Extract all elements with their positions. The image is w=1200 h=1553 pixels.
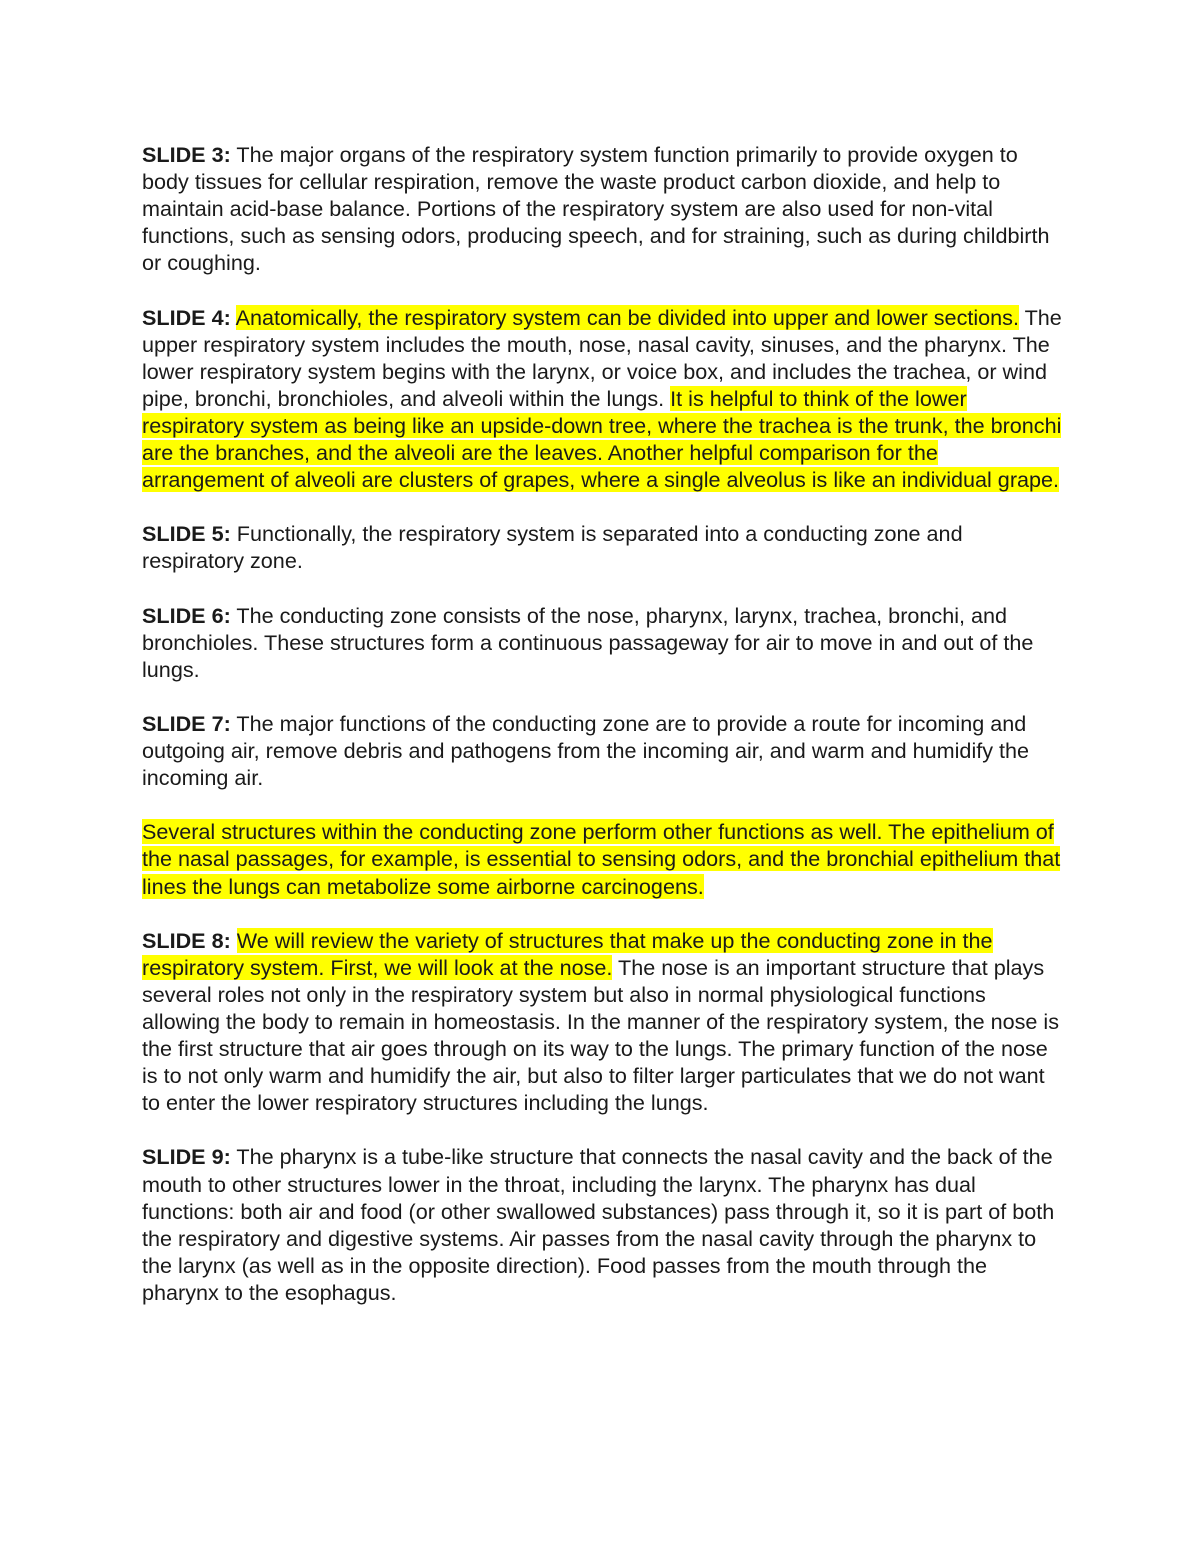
slide-label: SLIDE 4:	[142, 304, 231, 330]
paragraph-text: The upper respiratory system includes the mouth, nose, nasal cavity, sinuses, and the pharynx. The lower respiratory system begins with the larynx, or voice box, and includes the trachea, or wind pipe, bronchi, bronchioles, and alveoli within the lungs.	[142, 304, 1062, 411]
slide-label: SLIDE 5:	[142, 521, 231, 547]
slide-label: SLIDE 9:	[142, 1144, 231, 1170]
slide-label: SLIDE 8:	[142, 927, 231, 953]
document-page	[142, 141, 1062, 1333]
paragraph-text: The conducting zone consists of the nose, pharynx, larynx, trachea, bronchi, and bronchioles. These structures form a continuous passageway for air to move in and out of the lungs.	[142, 602, 1034, 682]
highlighted-text: Several structures within the conducting zone perform other functions as well. The epithelium of the nasal passages, for example, is essential to sensing odors, and the bronchial epithelium that lines the lungs can metabolize some airborne carcinogens.	[142, 819, 1061, 899]
slide-label: SLIDE 7:	[142, 710, 231, 736]
slide-7-paragraph	[142, 710, 1062, 791]
paragraph-text: The pharynx is a tube-like structure that connects the nasal cavity and the back of the mouth to other structures lower in the throat, including the larynx. The pharynx has dual functions: both air and food (or other swallowed substances) pass through it, so it is part of both the respiratory and digestive systems. Air passes from the nasal cavity through the pharynx to the larynx (as well as in the opposite direction). Food passes from the mouth through the pharynx to the esophagus.	[142, 1144, 1055, 1305]
slide-label: SLIDE 3:	[142, 142, 231, 167]
slide-9-paragraph	[142, 1143, 1062, 1306]
paragraph-text: The major organs of the respiratory system function primarily to provide oxygen to body tissues for cellular respiration, remove the waste product carbon dioxide, and help to maintain acid-base balance. Portions of the respiratory system are also used for non-vital functions, such as sensing odors, producing speech, and for straining, such as during childbirth or coughing.	[142, 142, 1050, 276]
paragraph-text: Functionally, the respiratory system is separated into a conducting zone and respiratory zone.	[142, 521, 963, 574]
slide-3-paragraph	[142, 141, 1062, 276]
slide-8-paragraph	[142, 927, 1062, 1117]
paragraph-text	[231, 305, 236, 330]
highlighted-text: We will review the variety of structures that make up the conducting zone in the respiratory system. First, we will look at the nose.	[142, 927, 993, 980]
paragraph-text	[231, 928, 237, 953]
slide-6-paragraph	[142, 602, 1062, 683]
slide-7-continuation-paragraph	[142, 818, 1062, 899]
slide-label: SLIDE 6:	[142, 602, 231, 628]
paragraph-text: The major functions of the conducting zone are to provide a route for incoming and outgoing air, remove debris and pathogens from the incoming air, and warm and humidify the incoming air.	[142, 710, 1030, 791]
highlighted-text: Anatomically, the respiratory system can be divided into upper and lower sections.	[235, 304, 1019, 330]
paragraph-text: The nose is an important structure that plays several roles not only in the respiratory system but also in normal physiological functions allowing the body to remain in homeostasis. In the manner of the respiratory system, the nose is the first structure that air goes through on its way to the lungs. The primary function of the nose is to not only warm and humidify the air, but also to filter larger particulates that we do not want to enter the lower respiratory structures including the lungs.	[142, 954, 1059, 1116]
slide-5-paragraph	[142, 520, 1062, 574]
slide-4-paragraph	[142, 304, 1062, 494]
highlighted-text: It is helpful to think of the lower respiratory system as being like an upside-down tree, where the trachea is the trunk, the bronchi are the branches, and the alveoli are the leaves. Another helpful comparison for the arrangement of alveoli are clusters of grapes, where a single alveolus is like an individual grape.	[142, 385, 1062, 493]
